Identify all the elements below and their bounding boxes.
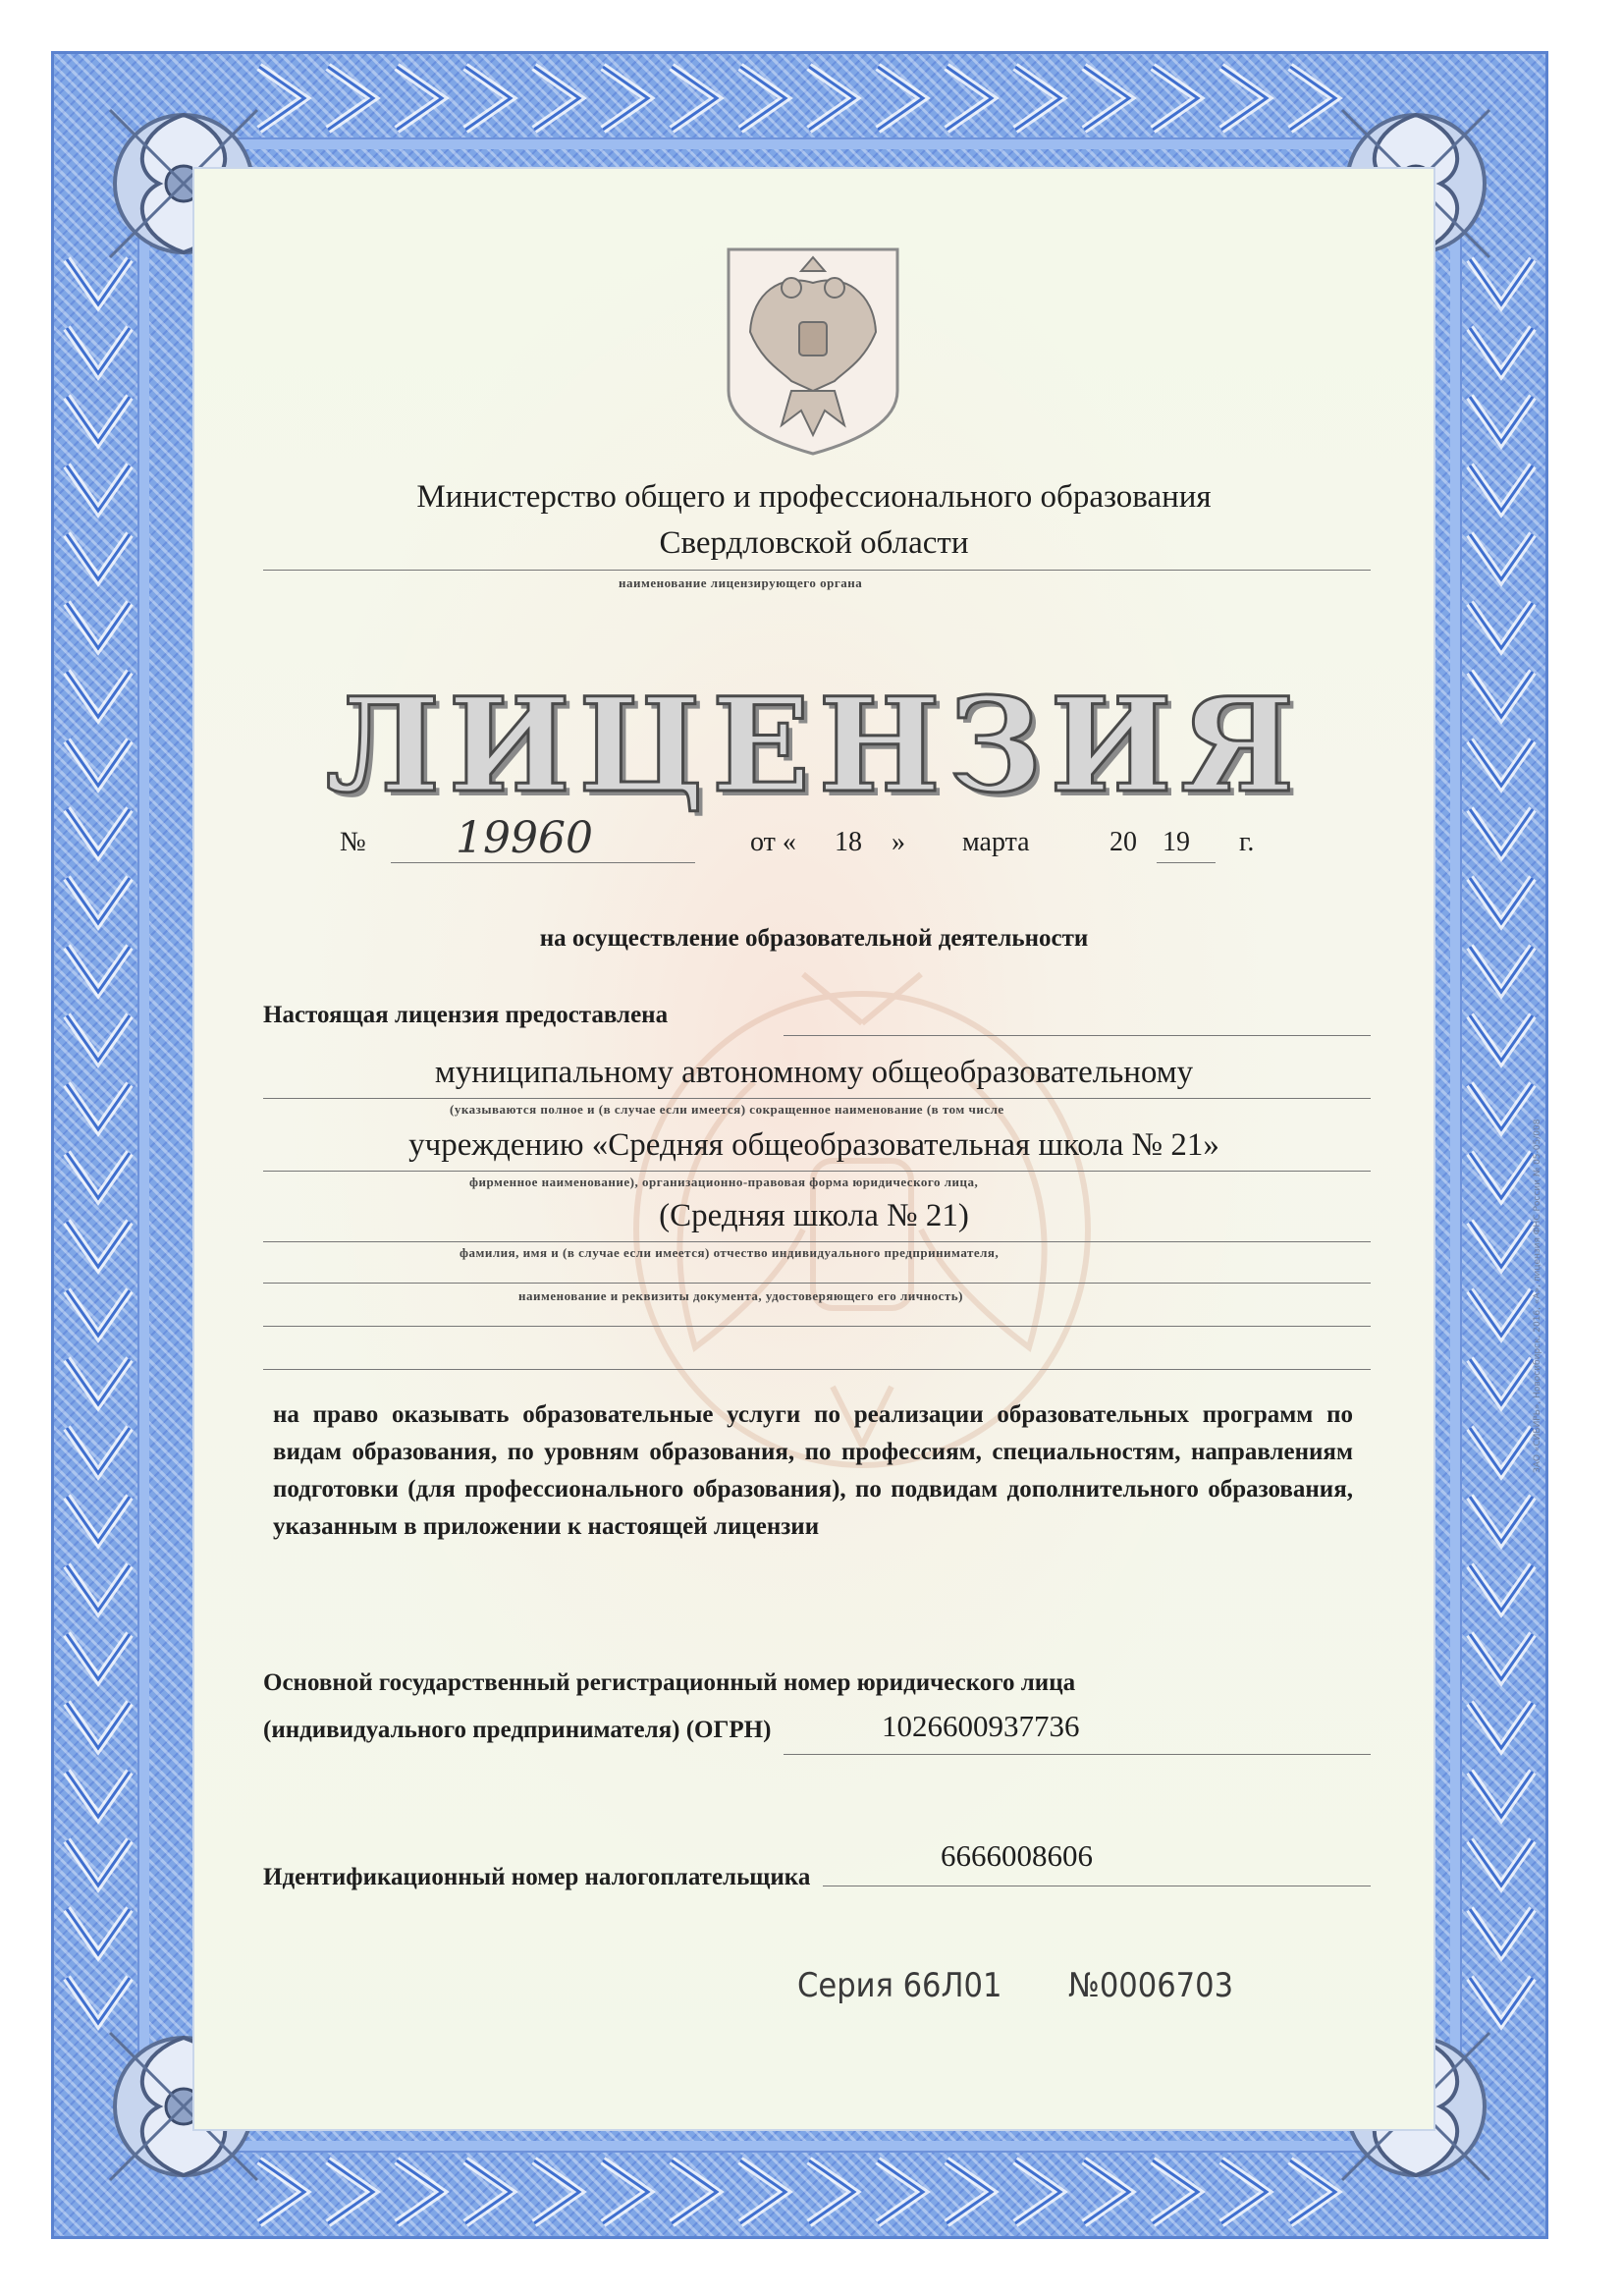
license-number: 19960 [456,813,593,863]
inn-label: Идентификационный номер налогоплательщика [263,1864,811,1890]
license-year: 19 [1163,827,1190,857]
divider [784,1035,1371,1036]
granted-label: Настоящая лицензия предоставлена [263,1002,669,1028]
date-from-label: от « [750,827,796,857]
divider [263,1241,1371,1242]
ministry-caption: наименование лицензирующего органа [619,575,863,590]
organization-name-line2: учреждению «Средняя общеобразовательная школа № 21» [408,1127,1219,1163]
form-series: Серия 66Л01 [797,1966,1002,2005]
caption-legal-form: фирменное наименование), организационно-правовая форма юридического лица, [469,1175,979,1189]
divider [1157,862,1216,863]
ministry-name-line1: Министерство общего и профессионального образования [416,479,1212,515]
divider [263,570,1371,571]
rights-text: на право оказывать образовательные услуги по реализации образовательных программ по видам образования, по уровням образования, по профессиям, специальностям, направлениям подготовки (для профессионального образования), по подвидам дополнительного образования, указанным в приложении к настоящей лицензии [273,1401,1353,1540]
divider [263,1369,1371,1370]
divider [263,1326,1371,1327]
coat-of-arms-icon [723,244,903,460]
ogrn-label-line2: (индивидуального предпринимателя) (ОГРН) [263,1717,772,1743]
caption-entrepreneur: фамилия, имя и (в случае если имеется) отчество индивидуального предпринимателя, [460,1245,1000,1260]
divider [263,1283,1371,1284]
year-unit: г. [1239,827,1255,857]
form-number: №0006703 [1068,1966,1234,2005]
frame-chevron-pattern-bottom [247,2153,1352,2231]
year-prefix: 20 [1109,827,1137,857]
ministry-name-line2: Свердловской области [659,525,969,561]
document-title: ЛИЦЕНЗИЯ [325,670,1303,822]
license-number-label: № [340,827,366,857]
ogrn-label-line1: Основной государственный регистрационный номер юридического лица [263,1669,1076,1696]
printer-imprint: ЗАО «СИБИРЬ», Новосибирск, 2016, «А», лицензия ФНС России № 05-05/008 [1533,1119,1542,1473]
ogrn-value: 1026600937736 [882,1709,1080,1743]
license-day: 18 [835,827,862,857]
caption-identity-doc: наименование и реквизиты документа, удостоверяющего его личность) [518,1288,963,1303]
activity-description: на осуществление образовательной деятельности [539,925,1089,952]
date-day-close: » [892,827,905,857]
divider [784,1754,1371,1755]
inn-value: 6666008606 [941,1838,1093,1873]
divider [263,1171,1371,1172]
divider [263,1098,1371,1099]
frame-chevron-pattern-top [247,59,1352,137]
divider [391,862,695,863]
license-document [192,167,1435,2131]
license-month: марта [962,827,1030,857]
caption-full-name: (указываются полное и (в случае если имеется) сокращенное наименование (в том числе [450,1102,1004,1117]
frame-chevron-pattern-left [59,247,137,2043]
organization-short-name: (Средняя школа № 21) [659,1198,969,1233]
organization-name-line1: муниципальному автономному общеобразовательному [434,1055,1194,1090]
frame-chevron-pattern-right [1462,247,1541,2043]
